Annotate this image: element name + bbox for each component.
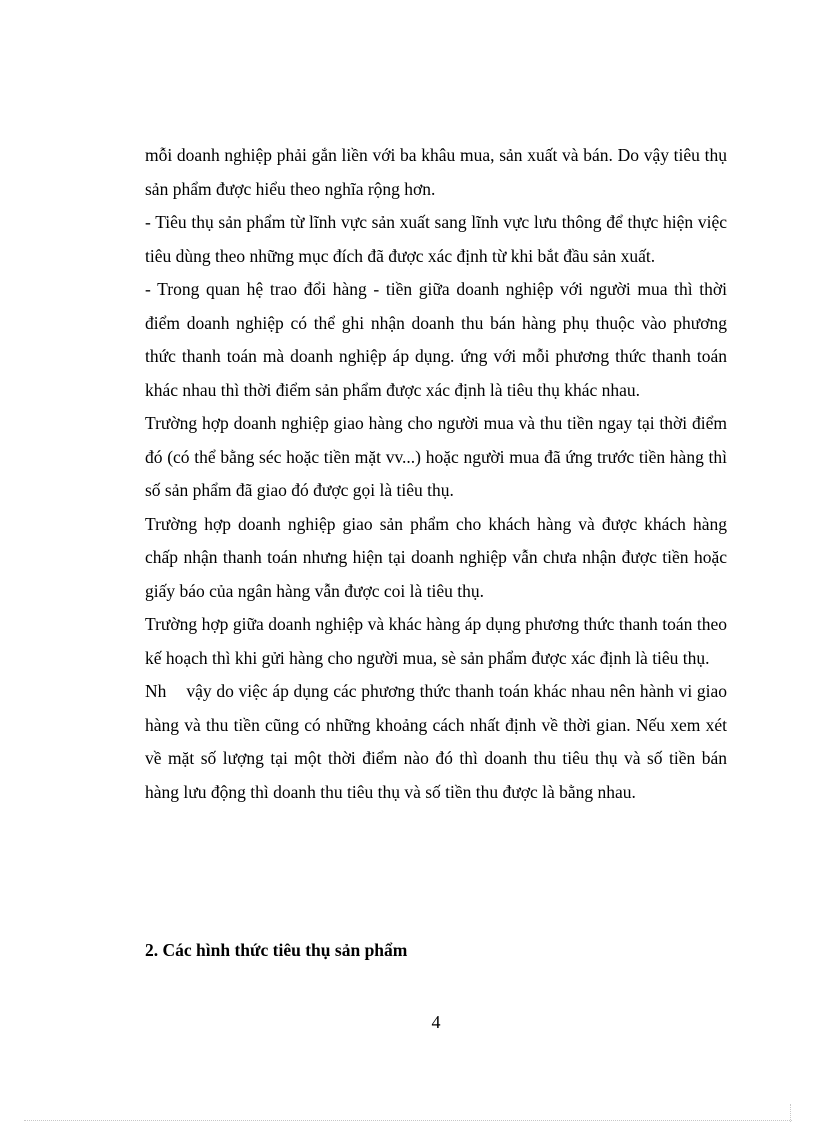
paragraph-7 — [145, 675, 727, 809]
paragraph-2: - Tiêu thụ sản phẩm từ lĩnh vực sản xuất sang lĩnh vực lưu thông để thực hiện việc tiêu dùng theo những mục đích đã được xác định từ khi bắt đầu sản xuất. — [145, 212, 727, 266]
section-heading: 2. Các hình thức tiêu thụ sản phẩm — [145, 940, 408, 960]
page-right-border — [790, 1104, 791, 1122]
paragraph-4: Trường hợp doanh nghiệp giao hàng cho người mua và thu tiền ngay tại thời điểm đó (có thể bằng séc hoặc tiền mặt vv...) hoặc người mua đã ứng trước tiền hàng thì số sản phẩm đã giao đó được gọi là tiêu thụ. — [145, 413, 727, 500]
paragraph-7-lead: Nh — [145, 681, 167, 701]
body-text — [145, 139, 727, 809]
paragraph-7-body: vậy do việc áp dụng các phương thức thanh toán khác nhau nên hành vi giao hàng và thu tiền cũng có những khoảng cách nhất định về thời gian. Nếu xem xét về mặt số lượng tại một thời điểm nào đó thì doanh thu tiêu thụ và số tiền bán hàng lưu động thì doanh thu tiêu thụ và số tiền thu được là bằng nhau. — [145, 681, 727, 802]
paragraph-6: Trường hợp giữa doanh nghiệp và khác hàng áp dụng phương thức thanh toán theo kế hoạch thì khi gửi hàng cho người mua, sè sản phẩm được xác định là tiêu thụ. — [145, 614, 727, 668]
paragraph-5: Trường hợp doanh nghiệp giao sản phẩm cho khách hàng và được khách hàng chấp nhận thanh toán nhưng hiện tại doanh nghiệp vẫn chưa nhận được tiền hoặc giấy báo của ngân hàng vẫn được coi là tiêu thụ. — [145, 513, 727, 601]
paragraph-3: - Trong quan hệ trao đổi hàng - tiền giữa doanh nghiệp với người mua thì thời điểm doanh nghiệp có thể ghi nhận doanh thu bán hàng phụ thuộc vào phương thức thanh toán mà doanh nghiệp áp dụng. ứng với mỗi phương thức thanh toán khác nhau thì thời điểm sản phẩm được xác định là tiêu thụ khác nhau. — [145, 279, 727, 400]
page-bottom-border — [24, 1120, 792, 1121]
paragraph-1: mỗi doanh nghiệp phải gắn liền với ba khâu mua, sản xuất và bán. Do vậy tiêu thụ sản phẩm được hiểu theo nghĩa rộng hơn. — [145, 145, 727, 199]
page-number: 4 — [431, 1012, 441, 1032]
